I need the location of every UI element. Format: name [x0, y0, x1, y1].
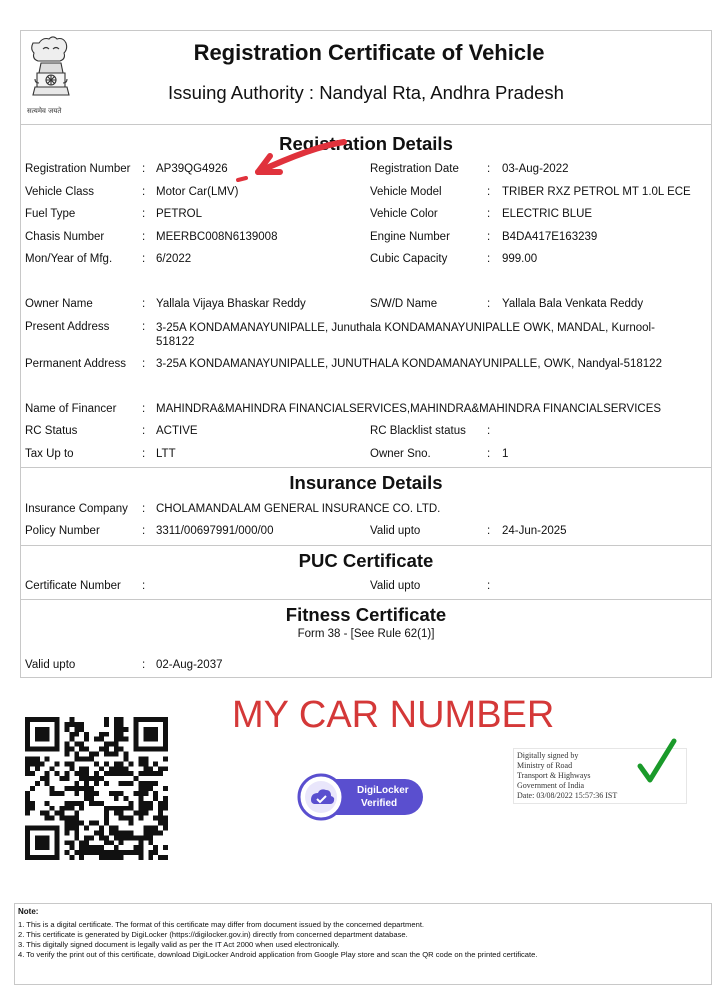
permanent-address-row	[21, 358, 711, 376]
colon: :	[142, 425, 146, 437]
puc-section-title: PUC Certificate	[298, 550, 434, 571]
tax-row	[21, 448, 711, 466]
signature-date: Date: 03/08/2022 15:57:36 IST	[517, 791, 618, 800]
colon: :	[487, 525, 491, 537]
swd-name-value: Yallala Bala Venkata Reddy	[502, 298, 644, 310]
signature-line: Government of India	[517, 781, 585, 790]
colon: :	[487, 186, 491, 198]
colon: :	[142, 358, 146, 370]
colon: :	[487, 298, 491, 310]
rc-status-value: ACTIVE	[156, 425, 198, 437]
field-label: Mon/Year of Mfg.	[25, 253, 113, 265]
registration-row	[21, 186, 711, 204]
field-label: Policy Number	[25, 525, 100, 537]
certificate-title: Registration Certificate of Vehicle	[193, 40, 545, 65]
owner-name-value: Yallala Vijaya Bhaskar Reddy	[156, 298, 306, 310]
fitness-form-reference: Form 38 - [See Rule 62(1)]	[297, 628, 435, 640]
present-address-value: 3-25A KONDAMANAYUNIPALLE, Junuthala KONDAMANAYUNIPALLE OWK, MANDAL, Kurnool-518122	[156, 322, 655, 348]
colon: :	[487, 253, 491, 265]
colon: :	[142, 403, 146, 415]
emblem-caption: सत्यमेव जयते	[27, 107, 62, 115]
registration-number-value: AP39QG4926	[156, 163, 228, 175]
field-label: Owner Sno.	[370, 448, 431, 460]
qr-code	[25, 717, 168, 860]
field-label: Name of Financer	[25, 403, 117, 415]
digilocker-label: DigiLocker	[357, 785, 409, 796]
insurance-valid-value: 24-Jun-2025	[502, 525, 567, 537]
signature-line: Transport & Highways	[517, 771, 591, 780]
signature-line: Ministry of Road	[517, 761, 573, 770]
colon: :	[142, 448, 146, 460]
colon: :	[487, 163, 491, 175]
colon: :	[142, 231, 146, 243]
insurance-company-value: CHOLAMANDALAM GENERAL INSURANCE CO. LTD.	[156, 503, 441, 515]
field-label: Insurance Company	[25, 503, 128, 515]
field-label: Certificate Number	[25, 580, 121, 592]
financer-value: MAHINDRA&MAHINDRA FINANCIALSERVICES,MAHINDRA&MAHINDRA FINANCIALSERVICES	[156, 403, 662, 415]
colon: :	[487, 580, 491, 592]
owner-row	[21, 298, 711, 316]
divider	[21, 545, 711, 546]
vehicle-model-value: TRIBER RXZ PETROL MT 1.0L ECE	[502, 186, 691, 198]
vehicle-class-value: Motor Car(LMV)	[156, 186, 239, 198]
insurance-section-title: Insurance Details	[289, 472, 443, 493]
divider	[21, 124, 711, 125]
my-car-number-annotation: MY CAR NUMBER	[232, 694, 555, 736]
divider	[21, 599, 711, 600]
colon: :	[142, 525, 146, 537]
colon: :	[142, 186, 146, 198]
mfg-date-value: 6/2022	[156, 253, 192, 265]
field-label: Valid upto	[370, 525, 421, 537]
owner-sno-value: 1	[502, 448, 509, 460]
colon: :	[487, 425, 491, 437]
insurance-company-row	[21, 503, 711, 521]
field-label: Chasis Number	[25, 231, 105, 243]
puc-row	[21, 580, 711, 598]
notes-title: Note:	[18, 907, 39, 916]
colon: :	[142, 503, 146, 515]
field-label: Vehicle Color	[370, 208, 438, 220]
registration-date-value: 03-Aug-2022	[502, 163, 569, 175]
registration-section-title: Registration Details	[279, 133, 453, 154]
field-label: Registration Number	[25, 163, 131, 175]
field-label: Valid upto	[370, 580, 421, 592]
fitness-valid-value: 02-Aug-2037	[156, 659, 223, 671]
colon: :	[142, 208, 146, 220]
green-check-icon	[637, 738, 677, 784]
tax-value: LTT	[156, 448, 176, 460]
fuel-type-value: PETROL	[156, 208, 203, 220]
registration-row	[21, 208, 711, 226]
note-line: 1. This is a digital certificate. The format of this certificate may differ from document issued by the concerned department.	[18, 920, 425, 929]
field-label: Cubic Capacity	[370, 253, 448, 265]
present-address-row	[21, 321, 711, 353]
cubic-capacity-value: 999.00	[502, 253, 538, 265]
field-label: Fuel Type	[25, 208, 76, 220]
digilocker-verified-badge	[297, 773, 425, 821]
colon: :	[142, 580, 146, 592]
registration-row	[21, 231, 711, 249]
field-label: Owner Name	[25, 298, 93, 310]
field-label: Permanent Address	[25, 358, 127, 370]
divider	[21, 467, 711, 468]
colon: :	[142, 298, 146, 310]
note-line: 2. This certificate is generated by DigiLocker (https://digilocker.gov.in) directly from concerned department database.	[18, 930, 408, 939]
certificate-header	[21, 31, 711, 123]
colon: :	[142, 163, 146, 175]
field-label: Registration Date	[370, 163, 459, 175]
field-label: Present Address	[25, 321, 110, 333]
verified-label: Verified	[361, 798, 398, 809]
chassis-number-value: MEERBC008N6139008	[156, 231, 278, 243]
field-label: Engine Number	[370, 231, 450, 243]
colon: :	[142, 253, 146, 265]
colon: :	[487, 448, 491, 460]
red-arrow-annotation	[228, 128, 358, 190]
signature-line: Digitally signed by	[517, 751, 579, 760]
permanent-address-value: 3-25A KONDAMANAYUNIPALLE, JUNUTHALA KONDAMANAYUNIPALLE, OWK, Nandyal-518122	[156, 358, 662, 370]
field-label: Vehicle Model	[370, 186, 442, 198]
field-label: S/W/D Name	[370, 298, 438, 310]
colon: :	[487, 231, 491, 243]
policy-number-value: 3311/00697991/000/00	[156, 525, 274, 537]
field-label: Tax Up to	[25, 448, 74, 460]
note-line: 4. To verify the print out of this certificate, download DigiLocker Android application from Google Play store and scan the QR code on the printed certificate.	[18, 950, 538, 959]
rc-status-row	[21, 425, 711, 443]
policy-row	[21, 525, 711, 543]
field-label: RC Status	[25, 425, 78, 437]
colon: :	[142, 321, 146, 333]
colon: :	[142, 659, 146, 671]
field-label: Valid upto	[25, 659, 76, 671]
certificate	[20, 30, 712, 678]
colon: :	[487, 208, 491, 220]
note-line: 3. This digitally signed document is legally valid as per the IT Act 2000 when used electronically.	[18, 940, 340, 949]
fitness-valid-row	[21, 659, 711, 677]
issuing-authority: Issuing Authority : Nandyal Rta, Andhra Pradesh	[168, 82, 564, 103]
vehicle-color-value: ELECTRIC BLUE	[502, 208, 593, 220]
engine-number-value: B4DA417E163239	[502, 231, 598, 243]
fitness-section-title: Fitness Certificate	[285, 604, 447, 625]
registration-row	[21, 253, 711, 271]
registration-row	[21, 163, 711, 181]
financer-row	[21, 403, 711, 421]
field-label: Vehicle Class	[25, 186, 95, 198]
field-label: RC Blacklist status	[370, 425, 466, 437]
